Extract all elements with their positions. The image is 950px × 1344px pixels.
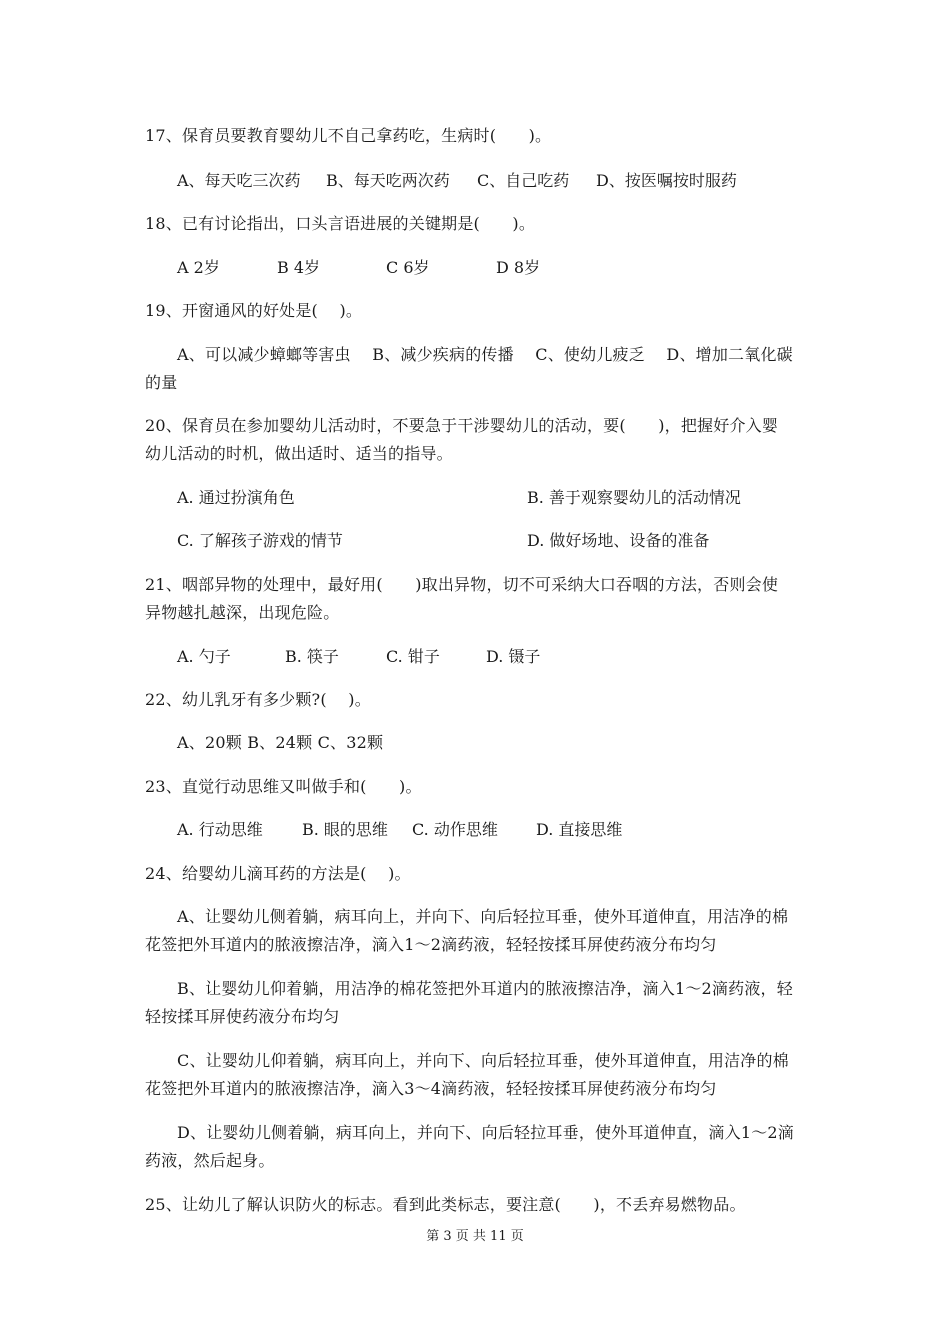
option-d: D、按医嘱按时服药 — [596, 171, 737, 190]
question-19-stem: 19、开窗通风的好处是( )。 — [145, 301, 363, 320]
question-24-option-a: A、让婴幼儿侧着躺，病耳向上，并向下、向后轻拉耳垂，使外耳道伸直，用洁净的棉 — [177, 907, 789, 926]
option-a: A. 勺子 — [177, 647, 231, 666]
question-24-option-b-cont: 轻按揉耳屏使药液分布均匀 — [145, 1007, 340, 1026]
question-22-stem: 22、幼儿乳牙有多少颗?( )。 — [145, 690, 371, 709]
question-20-stem: 20、保育员在参加婴幼儿活动时，不要急于干涉婴幼儿的活动，要( )，把握好介入婴 — [145, 416, 779, 435]
question-24-option-d: D、让婴幼儿侧着躺，病耳向上，并向下、向后轻拉耳垂，使外耳道伸直，滴入1～2滴 — [177, 1123, 794, 1142]
option-d: D. 直接思维 — [536, 820, 623, 839]
option-b: B 4岁 — [277, 258, 321, 277]
question-23-options — [0, 820, 950, 840]
question-18-options — [0, 258, 950, 278]
option-c: C. 动作思维 — [412, 820, 498, 839]
question-20-options-row2 — [0, 531, 950, 551]
option-b: B、每天吃两次药 — [326, 171, 450, 190]
option-a: A. 行动思维 — [177, 820, 263, 839]
option-d: D. 做好场地、设备的准备 — [527, 531, 710, 550]
question-20-stem-cont: 幼儿活动的时机，做出适时、适当的指导。 — [145, 444, 453, 463]
question-24-stem: 24、给婴幼儿滴耳药的方法是( )。 — [145, 864, 411, 883]
option-d: D 8岁 — [496, 258, 541, 277]
question-24-option-c-cont: 花签把外耳道内的脓液擦洁净，滴入3～4滴药液，轻轻按揉耳屏使药液分布均匀 — [145, 1079, 717, 1098]
question-24-option-a-cont: 花签把外耳道内的脓液擦洁净，滴入1～2滴药液，轻轻按揉耳屏使药液分布均匀 — [145, 935, 717, 954]
question-20-options-row1 — [0, 488, 950, 508]
question-21-options — [0, 647, 950, 667]
question-19-options-cont: 的量 — [145, 373, 178, 392]
option-a: A. 通过扮演角色 — [177, 488, 295, 507]
option-a: A、每天吃三次药 — [177, 171, 301, 190]
page-number-footer: 第 3 页 共 11 页 — [426, 1229, 524, 1244]
question-24-option-c: C、让婴幼儿仰着躺，病耳向上，并向下、向后轻拉耳垂，使外耳道伸直，用洁净的棉 — [177, 1051, 789, 1070]
option-a: A 2岁 — [177, 258, 220, 277]
option-b: B. 眼的思维 — [302, 820, 388, 839]
option-b: B. 善于观察婴幼儿的活动情况 — [527, 488, 741, 507]
question-24-option-d-cont: 药液，然后起身。 — [145, 1151, 275, 1170]
option-b: B. 筷子 — [285, 647, 339, 666]
question-18-stem: 18、已有讨论指出，口头言语进展的关键期是( )。 — [145, 214, 536, 233]
question-17-options — [0, 171, 950, 191]
question-19-options: A、可以减少蟑螂等害虫 B、减少疾病的传播 C、使幼儿疲乏 D、增加二氧化碳 — [177, 345, 793, 364]
question-17-stem: 17、保育员要教育婴幼儿不自己拿药吃，生病时( )。 — [145, 126, 552, 145]
question-21-stem-cont: 异物越扎越深，出现危险。 — [145, 603, 340, 622]
option-c: C 6岁 — [386, 258, 430, 277]
question-24-option-b: B、让婴幼儿仰着躺，用洁净的棉花签把外耳道内的脓液擦洁净，滴入1～2滴药液，轻 — [177, 979, 793, 998]
question-23-stem: 23、直觉行动思维又叫做手和( )。 — [145, 777, 422, 796]
option-c: C、自己吃药 — [477, 171, 570, 190]
option-c: C. 了解孩子游戏的情节 — [177, 531, 343, 550]
option-d: D. 镊子 — [486, 647, 541, 666]
question-25-stem: 25、让幼儿了解认识防火的标志。看到此类标志，要注意( )，不丢弃易燃物品。 — [145, 1195, 746, 1214]
question-22-options: A、20颗 B、24颗 C、32颗 — [177, 733, 384, 752]
option-c: C. 钳子 — [386, 647, 440, 666]
question-21-stem: 21、咽部异物的处理中，最好用( )取出异物，切不可采纳大口吞咽的方法，否则会使 — [145, 575, 779, 594]
